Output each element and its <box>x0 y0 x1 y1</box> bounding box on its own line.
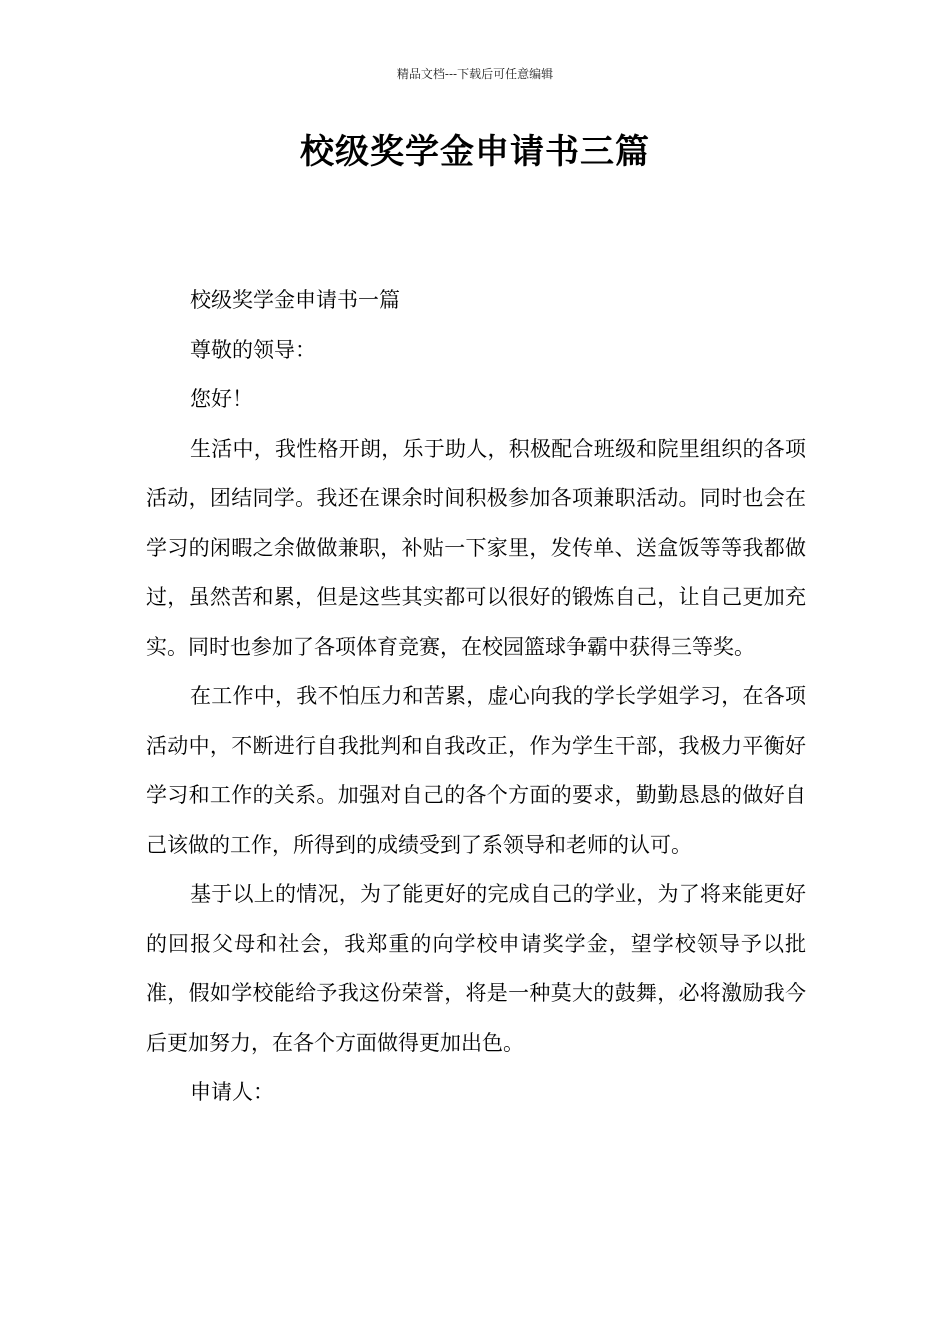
page-header-note: 精品文档---下载后可任意编辑 <box>396 67 554 81</box>
greeting: 您好！ <box>190 387 253 411</box>
salutation: 尊敬的领导： <box>190 337 316 362</box>
document-body <box>146 276 806 1118</box>
document-title: 校级奖学金申请书三篇 <box>300 132 650 172</box>
section-heading: 校级奖学金申请书一篇 <box>190 288 400 312</box>
applicant-line: 申请人： <box>190 1080 274 1104</box>
body-paragraph-request: 基于以上的情况，为了能更好的完成自己的学业，为了将来能更好的回报父母和社会，我郑重的向学校申请奖学金，望学校领导予以批准，假如学校能给予我这份荣誉，将是一种莫大的鼓舞，必将激励我今后更加努力，在各个方面做得更加出色。 <box>146 882 806 1055</box>
body-paragraph-work: 在工作中，我不怕压力和苦累，虚心向我的学长学姐学习，在各项活动中，不断进行自我批判和自我改正，作为学生干部，我极力平衡好学习和工作的关系。加强对自己的各个方面的要求，勤勤恳恳的做好自己该做的工作，所得到的成绩受到了系领导和老师的认可。 <box>146 684 806 857</box>
body-paragraph-life: 生活中，我性格开朗，乐于助人，积极配合班级和院里组织的各项活动，团结同学。我还在课余时间积极参加各项兼职活动。同时也会在学习的闲暇之余做做兼职，补贴一下家里，发传单、送盒饭等等我都做过，虽然苦和累，但是这些其实都可以很好的锻炼自己，让自己更加充实。同时也参加了各项体育竞赛，在校园篮球争霸中获得三等奖。 <box>146 436 806 659</box>
